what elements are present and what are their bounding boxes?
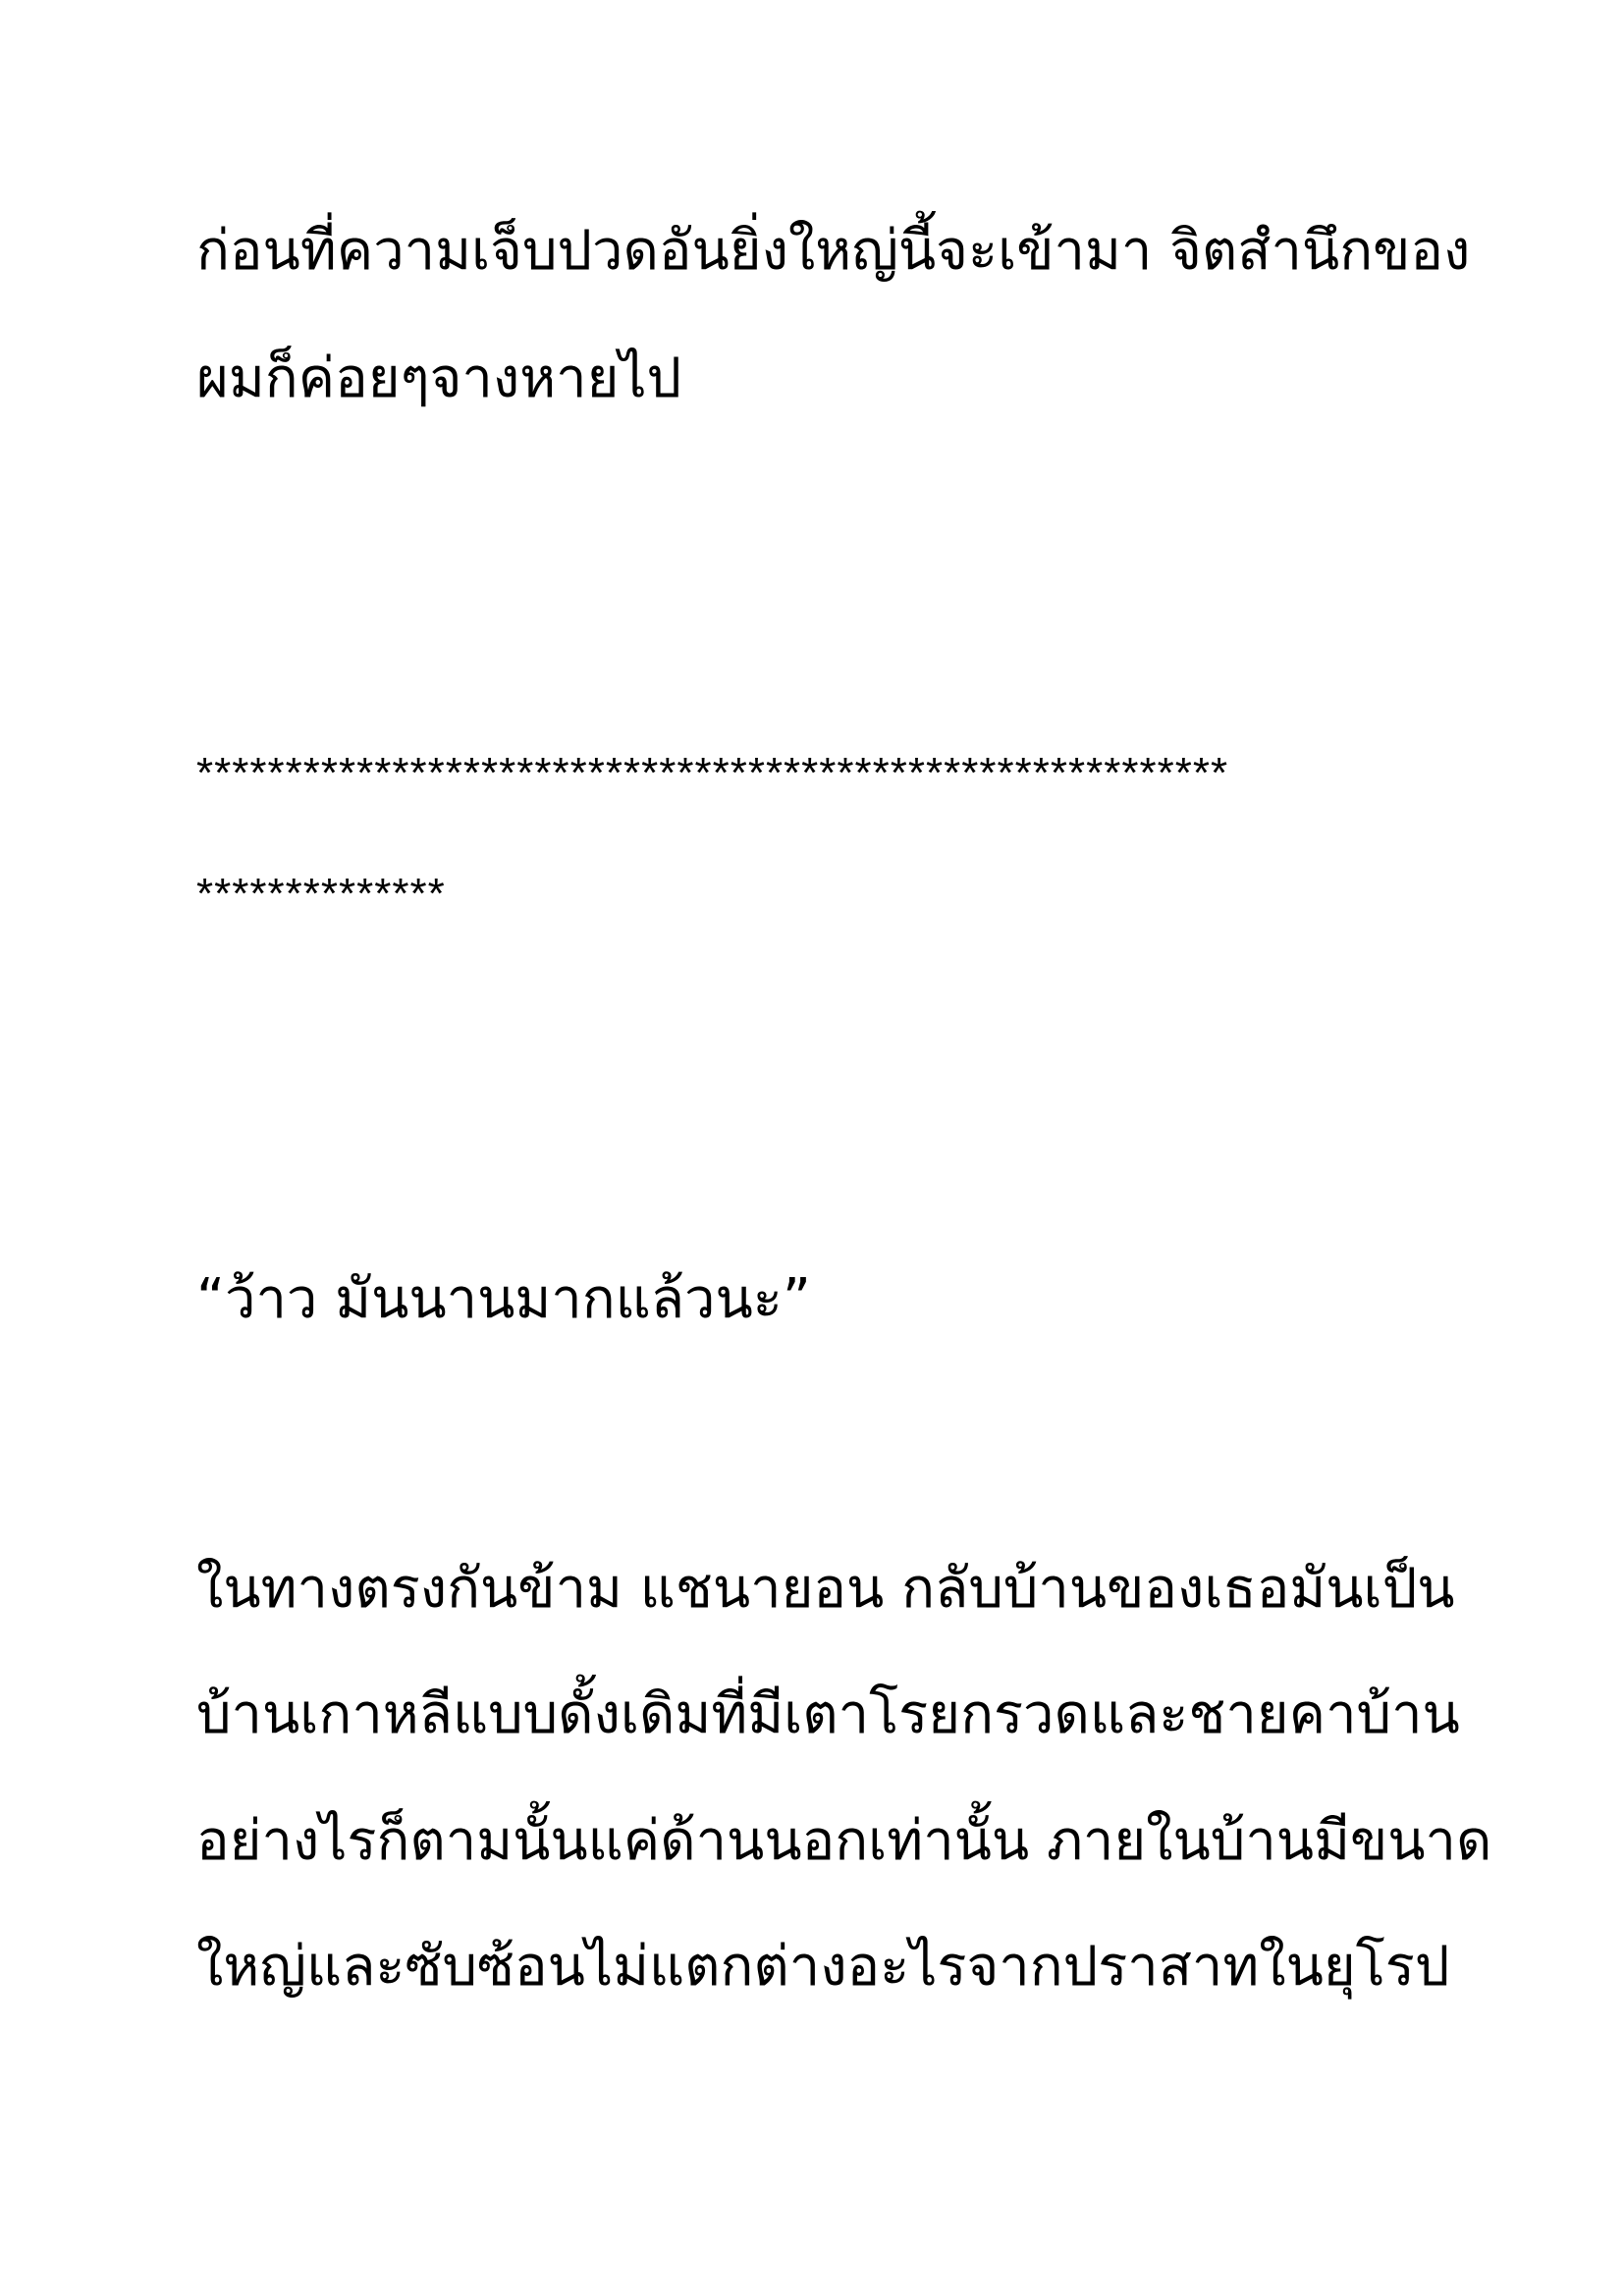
separator-line-2: ************** [196,870,446,918]
paragraph-1-line-2: ผมก็ค่อยๆจางหายไป [196,347,682,410]
dialogue-line: “ว้าว มันนานมากแล้วนะ” [196,1267,811,1331]
paragraph-1-line-1: ก่อนที่ความเจ็บปวดอันยิ่งใหญ่นี้จะเข้ามา จิตสำนึกของ [196,219,1471,283]
separator-line-1: ********************************************************** [196,749,1229,797]
paragraph-2-line-3: อย่างไรก็ตามนั้นแค่ด้านนอกเท่านั้น ภายในบ้านมีขนาด [196,1809,1492,1873]
paragraph-2-line-4: ใหญ่และซับซ้อนไม่แตกต่างอะไรจากปราสาทในยุโรป [196,1935,1450,1999]
paragraph-2-line-2: บ้านเกาหลีแบบดั้งเดิมที่มีเตาโรยกรวดและชายคาบ้าน [196,1682,1460,1746]
paragraph-2-line-1: ในทางตรงกันข้าม แชนายอน กลับบ้านของเธอมันเป็น [196,1557,1455,1621]
